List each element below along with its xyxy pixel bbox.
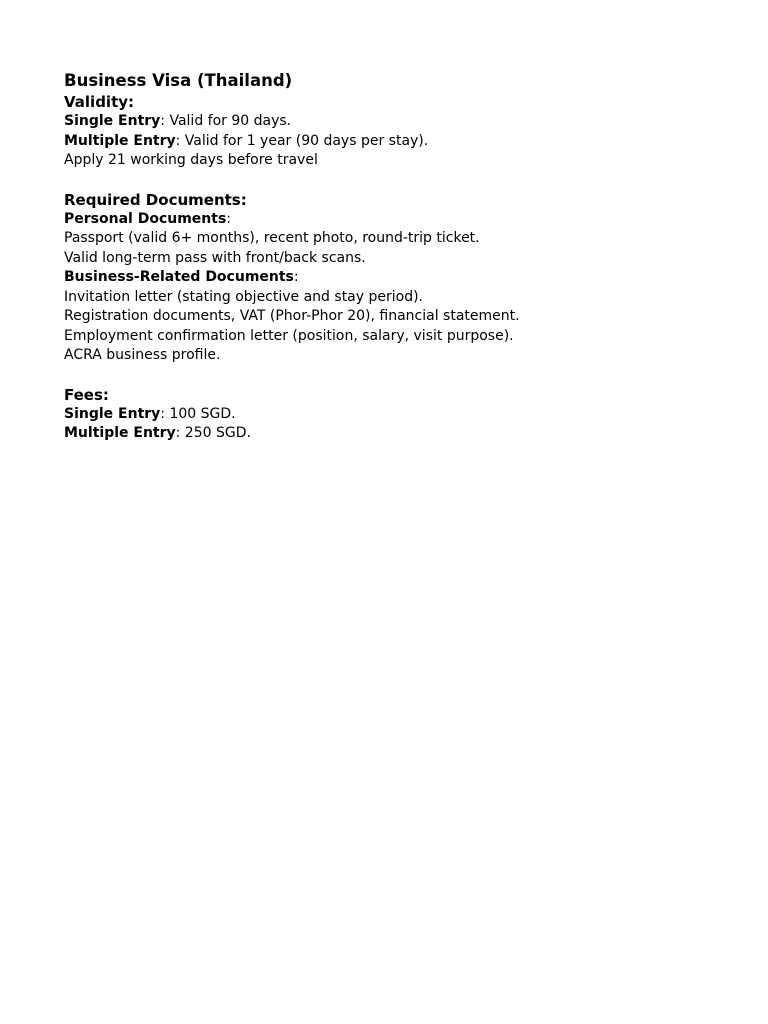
fees-single-entry-text: : 100 SGD. <box>160 405 236 422</box>
personal-documents-subheading <box>64 210 704 230</box>
fees-single-entry <box>64 405 704 425</box>
document-title: Business Visa (Thailand) <box>64 71 293 90</box>
validity-heading: Validity: <box>64 93 135 111</box>
validity-multiple-entry-label: Multiple Entry <box>64 132 176 149</box>
fees-heading: Fees: <box>64 385 109 404</box>
personal-documents-label: Personal Documents <box>64 210 227 227</box>
section-spacer <box>64 171 704 190</box>
required-documents-heading: Required Documents: <box>64 190 247 209</box>
business-document-line: Employment confirmation letter (position, salary, visit purpose). <box>64 327 514 344</box>
business-documents-colon: : <box>293 269 299 285</box>
business-documents-subheading <box>64 268 704 288</box>
fees-single-entry-label: Single Entry <box>64 405 161 422</box>
validity-single-entry-label: Single Entry <box>64 113 161 129</box>
document-page <box>64 70 704 444</box>
business-documents-label: Business-Related Documents <box>64 269 294 285</box>
personal-document-line: Valid long-term pass with front/back scans. <box>64 249 366 266</box>
validity-single-entry <box>64 112 704 132</box>
business-document-line: ACRA business profile. <box>64 347 221 363</box>
business-document-line: Invitation letter (stating objective and stay period). <box>64 288 424 305</box>
fees-multiple-entry-text: : 250 SGD. <box>175 425 251 441</box>
business-document-line: Registration documents, VAT (Phor-Phor 20), financial statement. <box>64 308 520 324</box>
personal-document-line: Passport (valid 6+ months), recent photo, round-trip ticket. <box>64 230 480 246</box>
personal-documents-colon: : <box>226 210 231 227</box>
fees-multiple-entry <box>64 424 704 444</box>
validity-multiple-entry <box>64 132 704 152</box>
apply-note: Apply 21 working days before travel <box>64 152 318 168</box>
validity-multiple-entry-text: : Valid for 1 year (90 days per stay). <box>175 132 429 149</box>
fees-multiple-entry-label: Multiple Entry <box>64 425 176 441</box>
validity-single-entry-text: : Valid for 90 days. <box>160 113 292 129</box>
section-spacer <box>64 366 704 385</box>
